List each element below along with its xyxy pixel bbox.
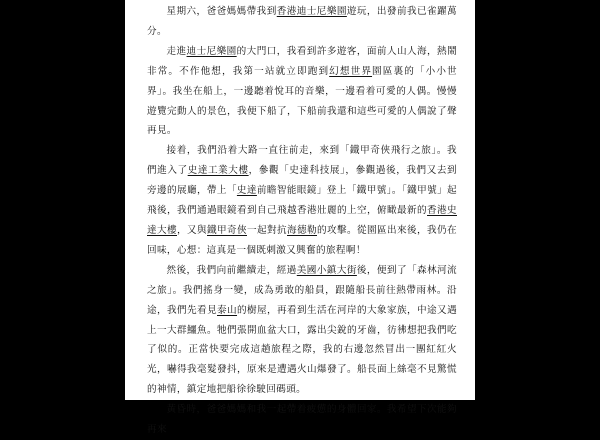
text-segment: 的大門口，我看到許多遊客，面前人山人海，熱鬧非常。不作他想，我第一站就立即跑到 [147, 45, 458, 77]
underlined-term: 史達 [236, 185, 257, 197]
text-segment: 前瞻智能眼鏡」登上「鐵甲號」。「鐵甲號」起飛後，我們通過眼鏡看到自己飛越香港壯麗的上空，俯瞰最新的 [147, 185, 458, 217]
document-page [125, 0, 475, 436]
underlined-term: 鐵甲奇俠 [207, 224, 247, 236]
underlined-term: 迪士尼樂園 [186, 45, 237, 57]
text-segment: 遊玩，出發前我已雀躍萬分。 [147, 6, 457, 37]
underlined-term: 香港史達大樓 [147, 205, 457, 236]
essay-body [147, 2, 457, 440]
paragraph-4 [147, 261, 457, 400]
paragraph-3 [147, 141, 457, 260]
text-segment: 園區裏的「小小世界」。我坐在船上，一邊聽着悅耳的音樂，一邊看着可愛的人偶。慢慢遊覽完動人的景色，我便下船了，下船前我還和這些可愛的人偶說了聲再見。 [147, 65, 457, 137]
underlined-term: 美國小鎮大街 [296, 264, 357, 276]
text-segment: ，又與 [177, 224, 207, 236]
paragraph-2 [147, 42, 457, 142]
text-segment: 接着，我們沿着大路一直往前走，來到「鐵甲奇俠飛行之旅」。我們進入了 [147, 145, 457, 177]
text-segment: 然後，我們向前繼續走，經過 [166, 264, 297, 276]
text-segment: 的樹屋，再看到生活在河岸的大象家族，中途又遇上一大群鱷魚。牠們張開血盆大口，露出尖銳的牙齒，彷彿想把我們吃了似的。正當快要完成這趟旅程之際，我的右邊忽然冒出一團紅紅火光，嚇得我毫髮發抖，原來是遭遇火山爆發了。船長面上絲毫不見驚慌的神情，鎮定地把船徐徐駛回碼頭。 [147, 304, 458, 396]
text-segment: 走進 [166, 45, 187, 57]
text-segment: 一起對抗 [247, 224, 287, 236]
underlined-term: 泰山 [217, 304, 238, 316]
underlined-term: 海德勒 [287, 224, 317, 236]
paragraph-1 [147, 2, 457, 42]
underlined-term: 幻想世界 [329, 65, 373, 77]
text-segment: 後，便到了「森林河流之旅」。我們搖身一變，成為勇敢的船員，跟隨船長前往熱帶雨林。沿途，我們先看見 [147, 264, 457, 316]
text-segment: 星期六，爸爸媽媽帶我到 [166, 6, 277, 17]
text-segment: 的攻擊。從園區出來後，我仍在回味，心想：這真是一個既刺激又興奮的旅程啊！ [147, 224, 457, 256]
text-segment: 黃昏時，爸爸媽媽和我一起帶着疲憊的身體回家。我希望下次能夠再來 [147, 404, 457, 436]
paragraph-5 [147, 400, 457, 440]
underlined-term: 史達工業大樓 [187, 165, 249, 177]
underlined-term: 香港迪士尼樂園 [276, 6, 347, 17]
text-segment: ，參觀「史達科技展」，參觀過後，我們又去到旁邊的展廳，帶上「 [147, 165, 457, 197]
